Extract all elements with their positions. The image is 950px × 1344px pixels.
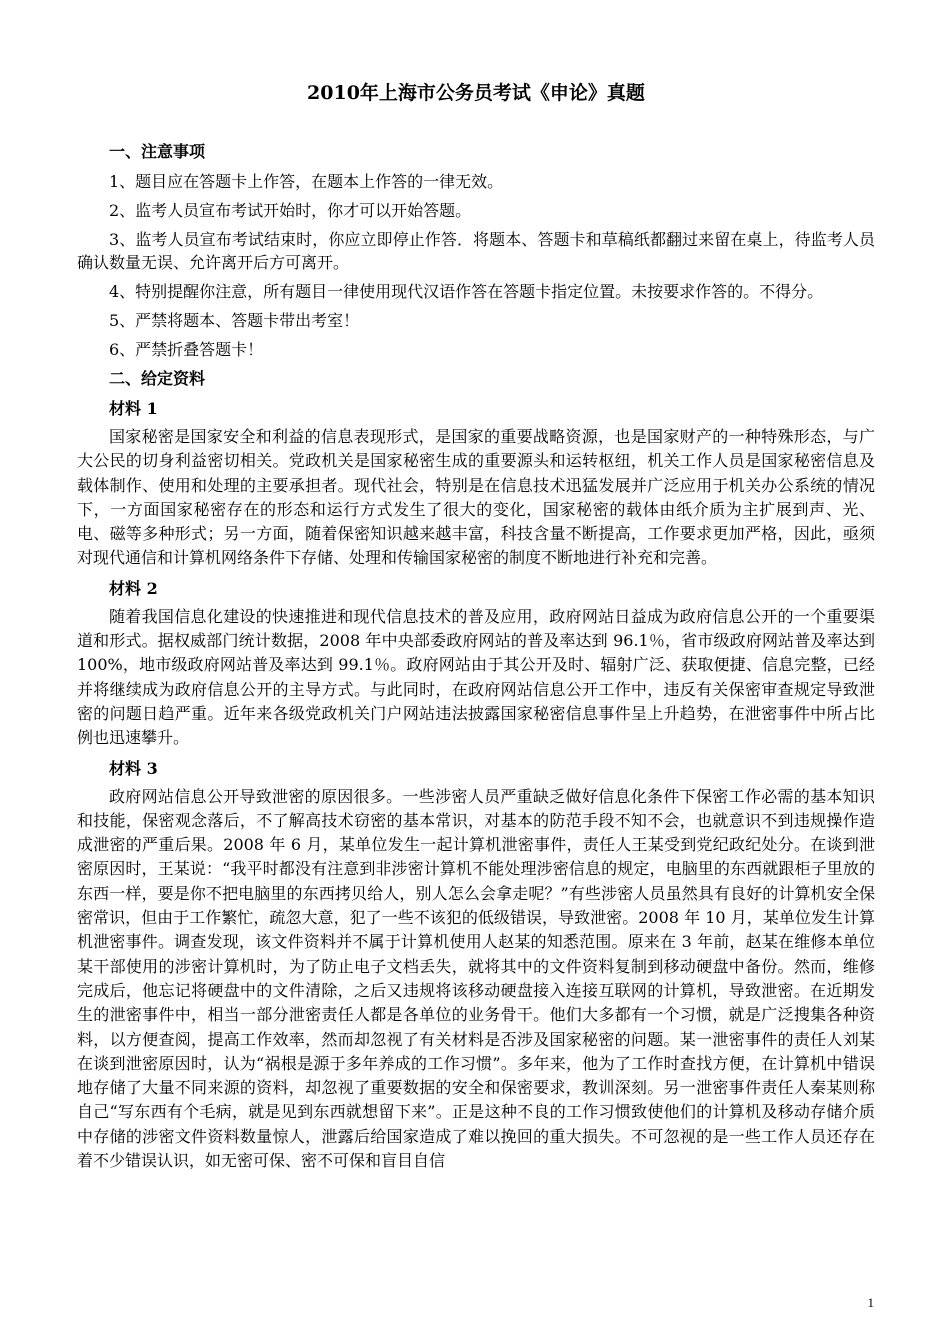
material-2-title: 材料 2	[109, 578, 158, 598]
note-item-1: 1、题目应在答题卡上作答，在题本上作答的一律无效。	[109, 172, 504, 191]
note-item-5: 5、严禁将题本、答题卡带出考室！	[109, 311, 360, 330]
note-item-6: 6、严禁折叠答题卡！	[109, 340, 264, 359]
section-heading-notes: 一、注意事项	[109, 142, 206, 161]
material-1-text: 国家秘密是国家安全和利益的信息表现形式，是国家的重要战略资源，也是国家财产的一种特殊形态，与广大公民的切身利益密切相关。党政机关是国家秘密生成的重要源头和运转枢纽，机关工作人员是国家秘密信息及载体制作、使用和处理的主要承担者。现代社会，特别是在信息技术迅猛发展并广泛应用于机关办公系统的情况下，一方面国家秘密存在的形态和运行方式发生了很大的变化，国家秘密的载体由纸介质为主扩展到声、光、电、磁等多种形式；另一方面，随着保密知识越来越丰富，科技含量不断提高，工作要求更加严格，因此，亟须对现代通信和计算机网络条件下存储、处理和传输国家秘密的制度不断地进行补充和完善。	[77, 427, 875, 568]
page-number: 1	[867, 1295, 874, 1310]
material-1-title: 材料 1	[109, 399, 158, 418]
material-2-text: 随着我国信息化建设的快速推进和现代信息技术的普及应用，政府网站日益成为政府信息公开的一个重要渠道和形式。据权威部门统计数据，2008 年中央部委政府网站的普及率达到 96.1％，省市级政府网站普及率达到 100%，地市级政府网站普及率达到 99.1％。政府网站由于其公开及时、辐射广泛、获取便捷、信息完整，已经并将继续成为政府信息公开的主导方式。与此同时，在政府网站信息公开工作中，违反有关保密审查规定导致泄密的问题日趋严重。近年来各级党政机关门户网站违法披露国家秘密信息事件呈上升趋势，在泄密事件中所占比例也迅速攀升。	[77, 606, 875, 748]
note-item-4: 4、特别提醒你注意，所有题目一律使用现代汉语作答在答题卡指定位置。未按要求作答的。不得分。	[109, 282, 824, 301]
section-heading-materials: 二、给定资料	[109, 369, 206, 388]
material-3-text: 政府网站信息公开导致泄密的原因很多。一些涉密人员严重缺乏做好信息化条件下保密工作必需的基本知识和技能，保密观念落后，不了解高技术窃密的基本常识，对基本的防范手段不知不会，也就意识不到违规操作造成泄密的严重后果。2008 年 6 月，某单位发生一起计算机泄密事件，责任人王某受到党纪政纪处分。在谈到泄密原因时，王某说：“我平时都没有注意到非涉密计算机不能处理涉密信息的规定，电脑里的东西就跟柜子里放的东西一样，要是你不把电脑里的东西拷贝给人，别人怎么会拿走呢？”有些涉密人员虽然具有良好的计算机安全保密常识，但由于工作繁忙，疏忽大意，犯了一些不该犯的低级错误，导致泄密。2008 年 10 月，某单位发生计算机泄密事件。调查发现，该文件资料并不属于计算机使用人赵某的知悉范围。原来在 3 年前，赵某在维修本单位某干部使用的涉密计算机时，为了防止电子文档丢失，就将其中的文件资料复制到移动硬盘中备份。然而，维修完成后，他忘记将硬盘中的文件清除，之后又违规将该移动硬盘接入连接互联网的计算机，导致泄密。在近期发生的泄密事件中，相当一部分泄密责任人都是各单位的业务骨干。他们大多都有一个习惯，就是广泛搜集各种资料，以方便查阅，提高工作效率，然而却忽视了有关材料是否涉及国家秘密的问题。某一泄密事件的责任人刘某在谈到泄密原因时，认为“祸根是源于多年养成的工作习惯”。多年来，他为了工作时查找方便，在计算机中错误地存储了大量不同来源的资料，却忽视了重要数据的安全和保密要求，教训深刻。另一泄密事件责任人秦某则称自己“写东西有个毛病，就是见到东西就想留下来”。正是这种不良的工作习惯致使他们的计算机及移动存储介质中存储的涉密文件资料数量惊人，泄露后给国家造成了难以挽回的重大损失。不可忽视的是一些工作人员还存在着不少错误认识，如无密可保、密不可保和盲目自信	[77, 786, 875, 1171]
note-item-2: 2、监考人员宣布考试开始时，你才可以开始答题。	[109, 201, 472, 220]
document-page	[77, 70, 875, 1179]
document-title: 2010年上海市公务员考试《申论》真题	[307, 82, 645, 104]
material-3-title: 材料 3	[109, 758, 158, 778]
note-item-3: 3、监考人员宣布考试结束时，你应立即停止作答．将题本、答题卡和草稿纸都翻过来留在桌上，待监考人员确认数量无误、允许离开后方可离开。	[77, 230, 875, 272]
